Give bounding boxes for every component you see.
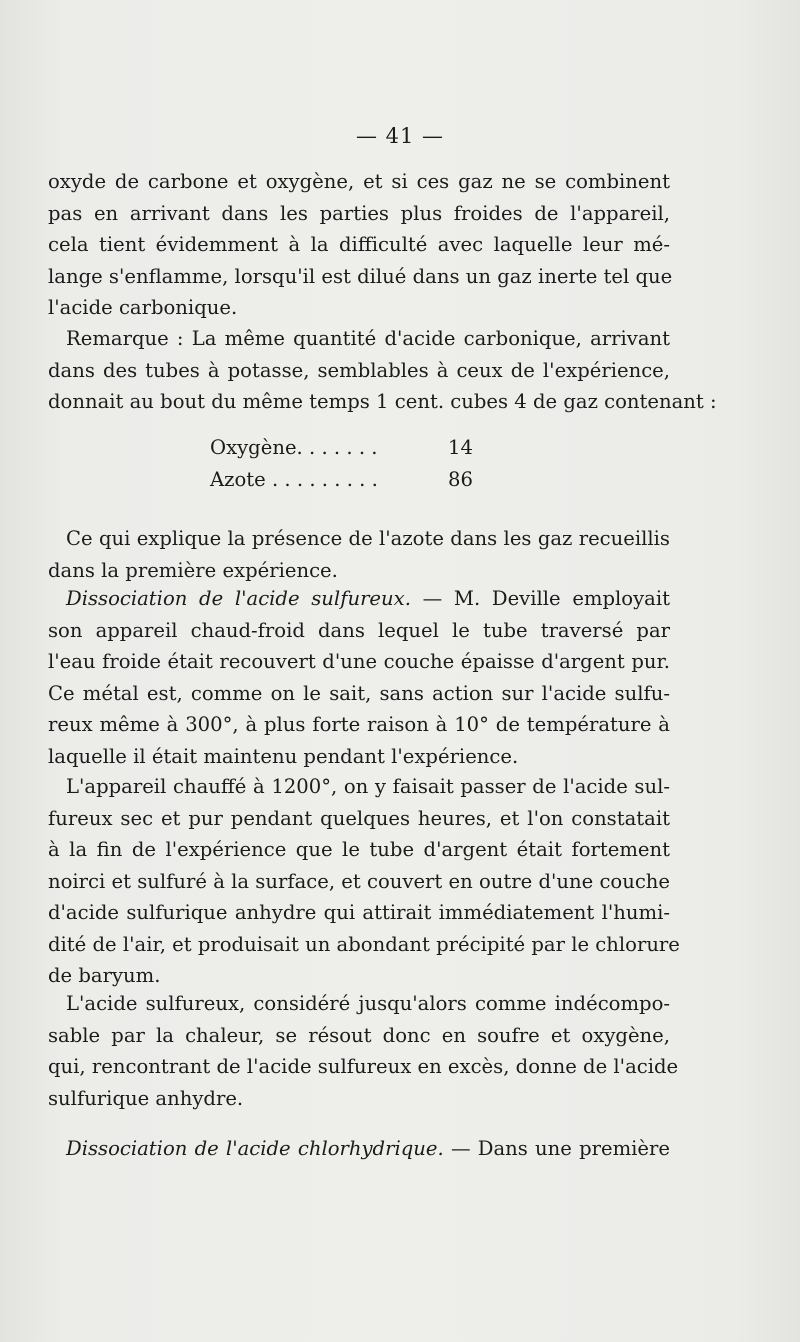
- text-line: Remarque : La même quantité d'acide carbonique, arrivant: [66, 327, 670, 350]
- gas-composition-table: [210, 432, 473, 495]
- text-line: pas en arrivant dans les parties plus froides de l'appareil,: [48, 201, 670, 225]
- paragraph-1: [48, 166, 673, 324]
- text-line: Dissociation de l'acide sulfureux. — M. Deville employait: [66, 587, 670, 610]
- text-line: son appareil chaud-froid dans lequel le tube traversé par: [48, 618, 670, 642]
- text-line: sable par la chaleur, se résout donc en soufre et oxygène,: [48, 1023, 670, 1047]
- text-line: oxyde de carbone et oxygène, et si ces gaz ne se combinent: [48, 170, 670, 193]
- text-line: l'acide carbonique.: [48, 296, 238, 319]
- text-line: fureux sec et pur pendant quelques heures, et l'on constatait: [48, 806, 670, 830]
- paragraph-dissociation-chlorhydrique: [48, 1133, 670, 1165]
- paragraph-5: [48, 771, 680, 992]
- paragraph-dissociation-sulfureux: [48, 583, 670, 772]
- text-line: noirci et sulfuré à la surface, et couvert en outre d'une couche: [48, 869, 671, 893]
- text-line: qui, rencontrant de l'acide sulfureux en excès, donne de l'acide: [48, 1055, 679, 1078]
- paragraph-3: [48, 523, 670, 586]
- text-line: l'eau froide était recouvert d'une couche épaisse d'argent pur.: [48, 650, 670, 673]
- text-line: cela tient évidemment à la difficulté avec laquelle leur mé-: [48, 233, 670, 256]
- text-line: de baryum.: [48, 964, 161, 987]
- text-line: L'appareil chauffé à 1200°, on y faisait passer de l'acide sul-: [66, 775, 670, 798]
- text-line: lange s'enflamme, lorsqu'il est dilué dans un gaz inerte tel que: [48, 264, 673, 288]
- text-line: d'acide sulfurique anhydre qui attirait immédiatement l'humi-: [48, 901, 670, 924]
- gas-name: Oxygène. . . . . . .: [210, 436, 378, 459]
- text-line: dans des tubes à potasse, semblables à ceux de l'expérience,: [48, 358, 670, 382]
- section-heading: Dissociation de l'acide sulfureux.: [66, 587, 411, 610]
- gas-value: 86: [448, 467, 473, 491]
- page-number: — 41 —: [355, 124, 445, 148]
- text-line: dité de l'air, et produisait un abondant précipité par le chlorure: [48, 932, 680, 956]
- text-line: Ce qui explique la présence de l'azote dans les gaz recueillis: [66, 527, 670, 550]
- section-heading: Dissociation de l'acide chlorhydrique.: [66, 1137, 444, 1160]
- text-line: reux même à 300°, à plus forte raison à 10° de température à: [48, 713, 670, 736]
- table-row: [210, 464, 473, 496]
- gas-name: Azote . . . . . . . . .: [210, 467, 378, 491]
- text-line: L'acide sulfureux, considéré jusqu'alors comme indécompo-: [66, 992, 670, 1015]
- text-line: sulfurique anhydre.: [48, 1086, 244, 1110]
- text-line: Ce métal est, comme on le sait, sans action sur l'acide sulfu-: [48, 681, 670, 705]
- paragraph-remarque: [48, 323, 717, 418]
- paragraph-6: [48, 988, 679, 1114]
- text-line: Dissociation de l'acide chlorhydrique. — Dans une première: [66, 1137, 670, 1160]
- text-line: dans la première expérience.: [48, 558, 338, 582]
- gas-value: 14: [448, 436, 473, 459]
- text-line: laquelle il était maintenu pendant l'expérience.: [48, 744, 519, 768]
- text-line: à la fin de l'expérience que le tube d'argent était fortement: [48, 838, 670, 861]
- text-line: donnait au bout du même temps 1 cent. cubes 4 de gaz contenant :: [48, 390, 717, 413]
- table-row: [210, 432, 473, 464]
